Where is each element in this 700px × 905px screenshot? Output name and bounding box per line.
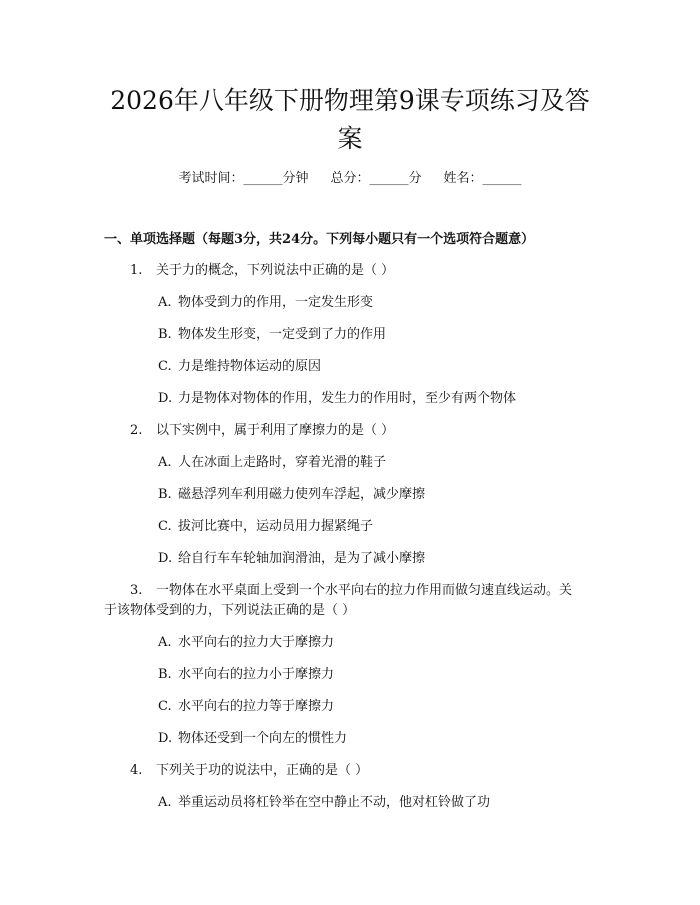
option-text: 磁悬浮列车利用磁力使列车浮起，减少摩擦 xyxy=(178,487,426,502)
option-text: 举重运动员将杠铃举在空中静止不动，他对杠铃做了功 xyxy=(178,795,491,810)
title-line-1: 2026年八年级下册物理第9课专项练习及答 xyxy=(110,86,590,115)
option-text: 给自行车车轮轴加润滑油，是为了减小摩擦 xyxy=(178,551,426,566)
question-stem: 下列关于功的说法中，正确的是（ ） xyxy=(156,763,369,778)
question-1 xyxy=(130,262,394,280)
option-letter: C. xyxy=(158,519,172,534)
question-stem: 以下实例中，属于利用了摩擦力的是（ ） xyxy=(156,423,395,438)
question-1-option-b xyxy=(158,326,386,344)
option-text: 水平向右的拉力小于摩擦力 xyxy=(178,667,335,682)
question-2 xyxy=(130,422,394,440)
question-1-option-a xyxy=(158,294,373,312)
option-text: 物体发生形变，一定受到了力的作用 xyxy=(178,327,387,342)
option-letter: A. xyxy=(158,795,172,810)
question-3-continued xyxy=(104,602,355,620)
option-text: 物体受到力的作用，一定发生形变 xyxy=(178,295,374,310)
option-letter: B. xyxy=(158,327,172,342)
question-number: 4. xyxy=(130,763,143,778)
option-text: 水平向右的拉力大于摩擦力 xyxy=(178,635,335,650)
option-text: 物体还受到一个向左的惯性力 xyxy=(178,731,348,746)
question-2-option-c xyxy=(158,518,373,536)
question-2-option-d xyxy=(158,550,425,568)
question-stem: 关于力的概念，下列说法中正确的是（ ） xyxy=(156,263,395,278)
option-letter: B. xyxy=(158,487,172,502)
question-number: 1. xyxy=(130,263,143,278)
question-1-option-c xyxy=(158,358,321,376)
question-3-option-c xyxy=(158,698,334,716)
question-1-option-d xyxy=(158,390,516,408)
option-letter: A. xyxy=(158,455,172,470)
question-2-option-a xyxy=(158,454,386,472)
exam-info-row xyxy=(0,170,700,188)
option-letter: A. xyxy=(158,295,172,310)
question-3 xyxy=(130,582,572,600)
page-title xyxy=(70,82,630,158)
question-stem-line-2: 于该物体受到的力，下列说法正确的是（ ） xyxy=(104,603,356,618)
name-field: 姓名：______ xyxy=(443,171,522,186)
option-letter: B. xyxy=(158,667,172,682)
option-letter: D. xyxy=(158,731,173,746)
question-2-option-b xyxy=(158,486,425,504)
option-letter: C. xyxy=(158,359,172,374)
question-4 xyxy=(130,762,368,780)
option-text: 力是维持物体运动的原因 xyxy=(178,359,322,374)
question-stem-line-1: 一物体在水平桌面上受到一个水平向右的拉力作用而做匀速直线运动。关 xyxy=(156,583,573,598)
option-text: 人在冰面上走路时，穿着光滑的鞋子 xyxy=(178,455,387,470)
option-letter: A. xyxy=(158,635,172,650)
option-letter: D. xyxy=(158,391,173,406)
total-score-field: 总分：______分 xyxy=(330,171,422,186)
question-3-option-d xyxy=(158,730,347,748)
question-4-option-a xyxy=(158,794,490,812)
title-line-2: 案 xyxy=(337,124,363,153)
question-3-option-b xyxy=(158,666,334,684)
option-letter: D. xyxy=(158,551,173,566)
question-3-option-a xyxy=(158,634,334,652)
question-number: 3. xyxy=(130,583,143,598)
option-text: 力是物体对物体的作用，发生力的作用时，至少有两个物体 xyxy=(178,391,517,406)
section-heading: 一、单项选择题（每题3分，共24分。下列每小题只有一个选项符合题意） xyxy=(104,232,535,247)
option-letter: C. xyxy=(158,699,172,714)
exam-time-field: 考试时间：______分钟 xyxy=(178,171,309,186)
question-number: 2. xyxy=(130,423,143,438)
option-text: 拔河比赛中，运动员用力握紧绳子 xyxy=(178,519,374,534)
option-text: 水平向右的拉力等于摩擦力 xyxy=(178,699,335,714)
